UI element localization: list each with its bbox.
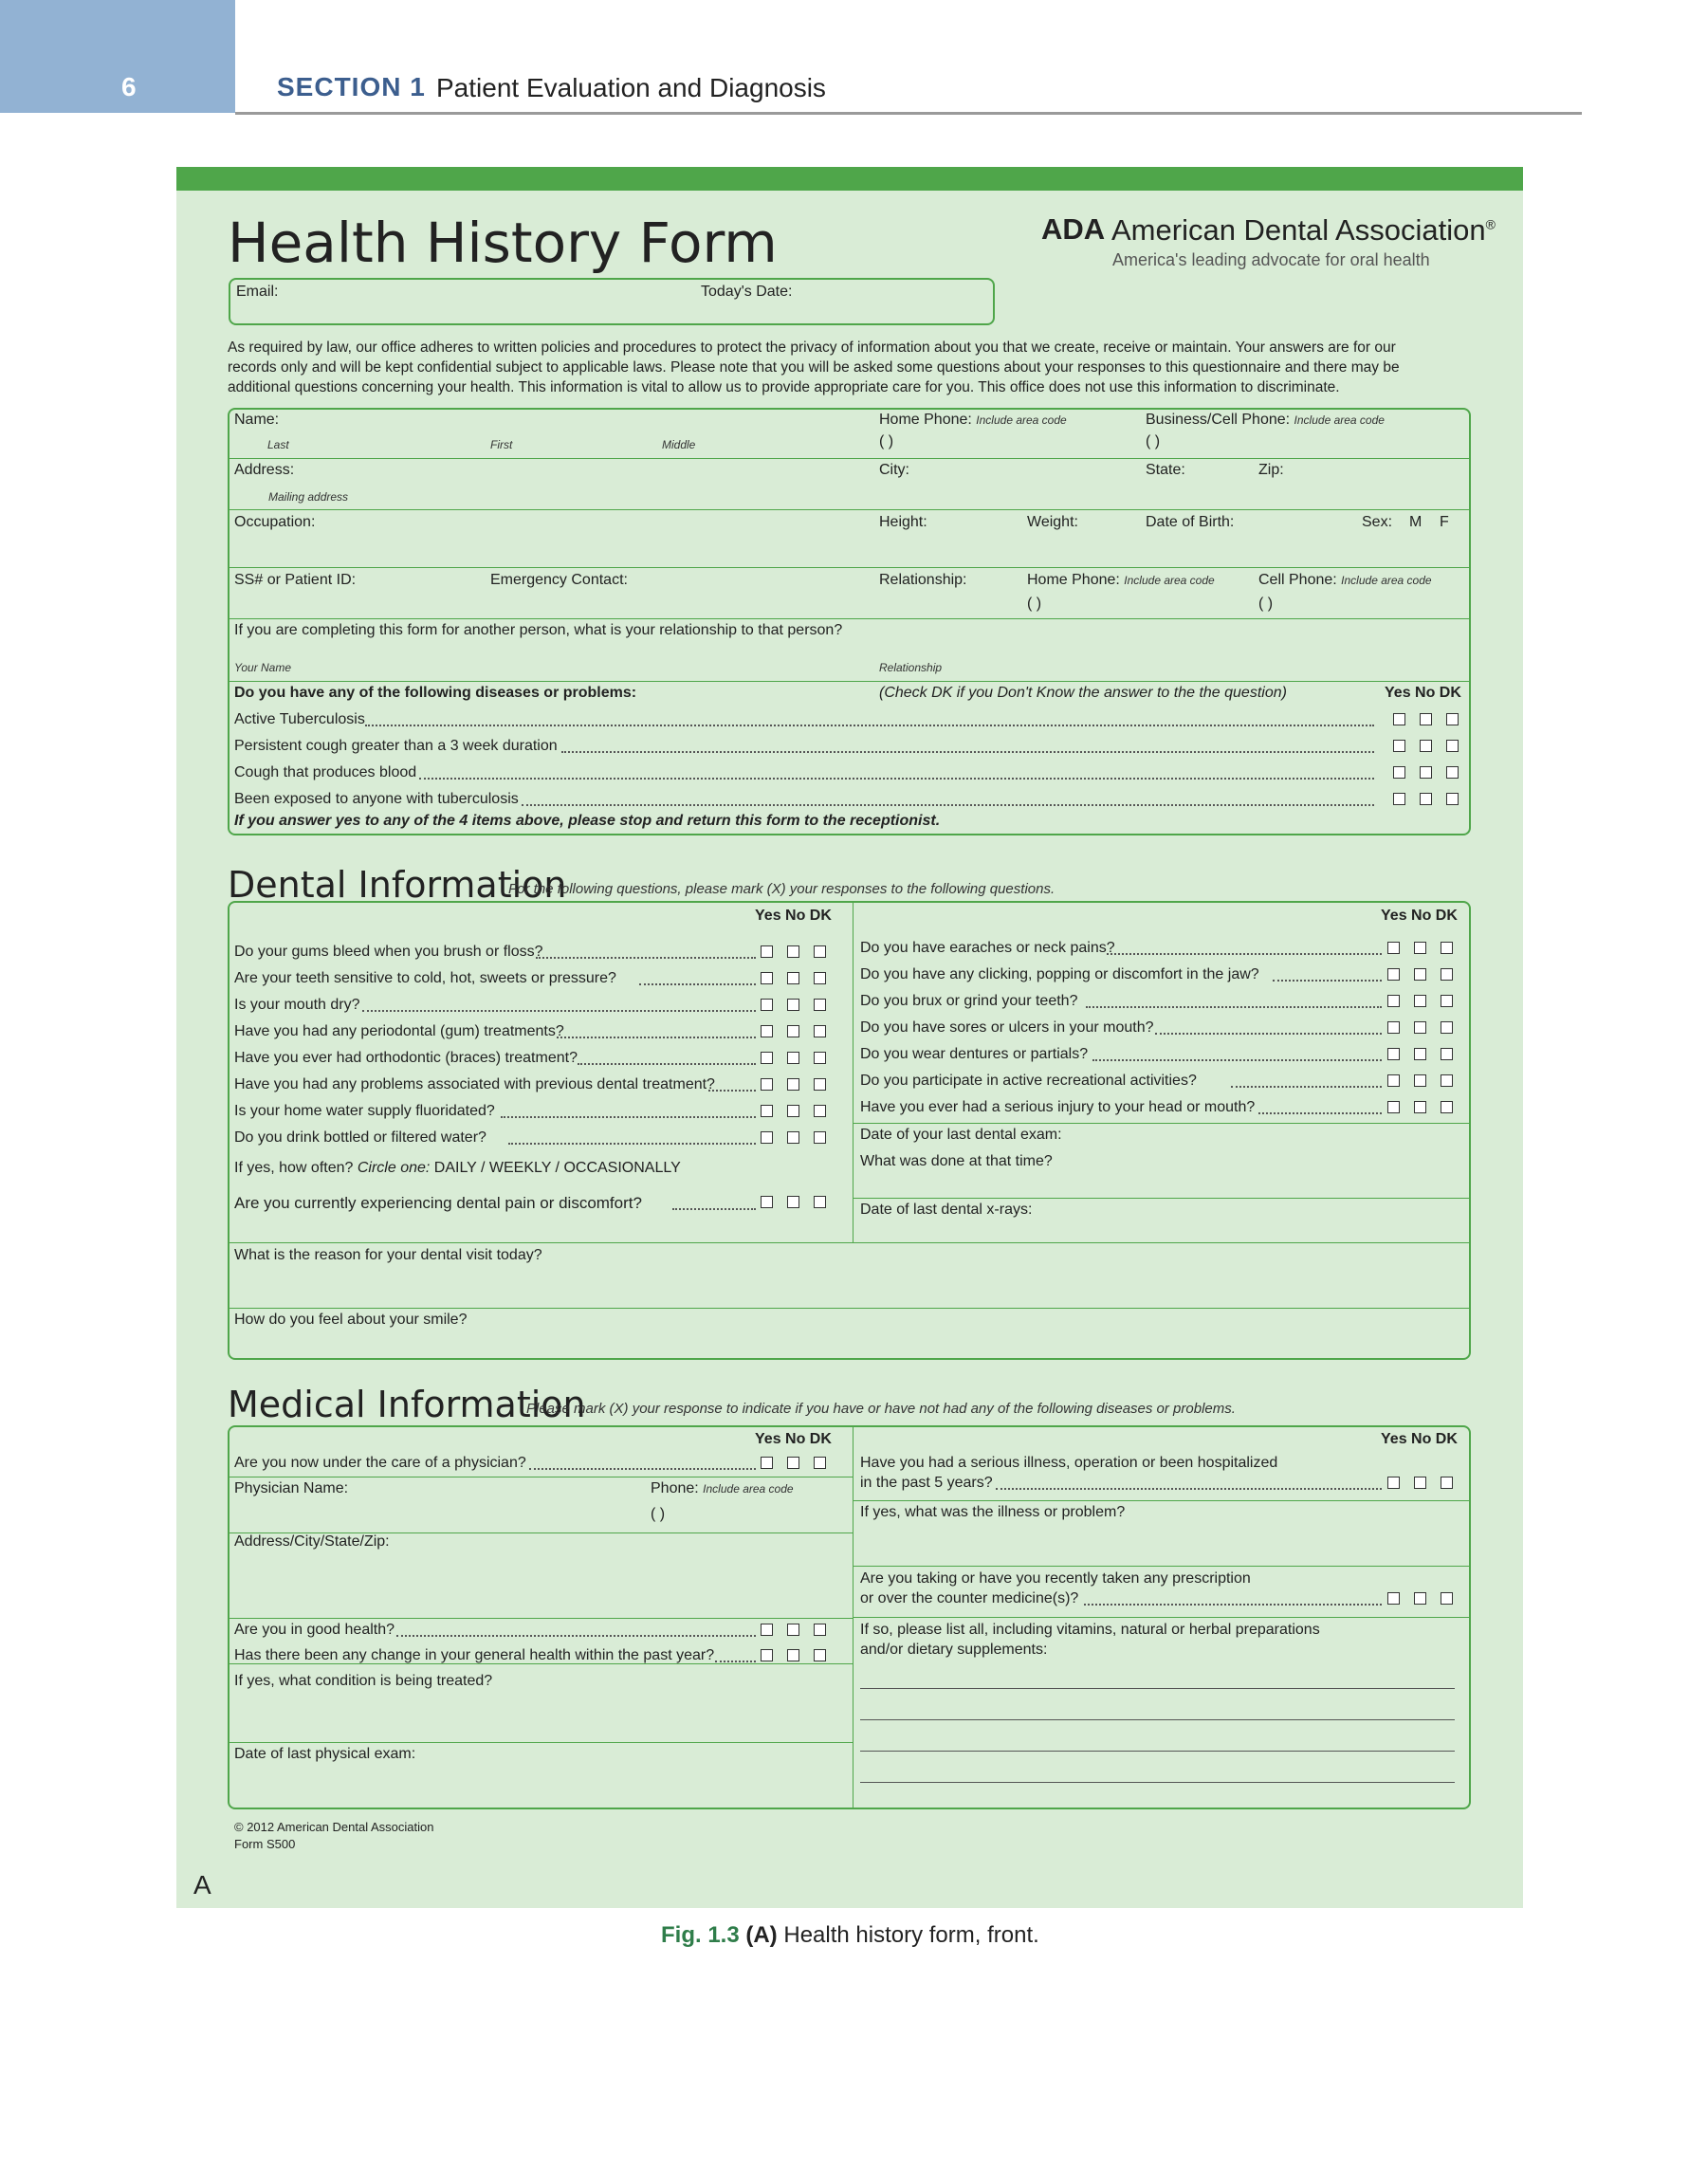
serious-illness-question-2: in the past 5 years? bbox=[860, 1475, 993, 1491]
ss-label[interactable]: SS# or Patient ID: bbox=[234, 572, 357, 588]
tb-item: Persistent cough greater than a 3 week duration bbox=[234, 738, 558, 754]
dk-checkbox[interactable] bbox=[1441, 1048, 1453, 1060]
no-checkbox[interactable] bbox=[1414, 995, 1426, 1007]
business-phone-paren: ( ) bbox=[1146, 433, 1161, 450]
no-checkbox[interactable] bbox=[787, 945, 799, 958]
yes-checkbox[interactable] bbox=[1387, 1074, 1400, 1087]
dk-checkbox[interactable] bbox=[814, 1025, 826, 1037]
dk-checkbox[interactable] bbox=[1441, 1477, 1453, 1489]
no-checkbox[interactable] bbox=[1414, 1592, 1426, 1605]
emergency-contact-label[interactable]: Emergency Contact: bbox=[490, 572, 628, 588]
no-checkbox[interactable] bbox=[787, 972, 799, 984]
home-phone-2-paren: ( ) bbox=[1027, 596, 1042, 612]
medical-info-title: Medical Information bbox=[228, 1384, 586, 1425]
good-health-question: Are you in good health? bbox=[234, 1622, 395, 1638]
dob-label[interactable]: Date of Birth: bbox=[1146, 514, 1235, 530]
dk-checkbox[interactable] bbox=[814, 1105, 826, 1117]
dental-question: Are your teeth sensitive to cold, hot, sweets or pressure? bbox=[234, 970, 616, 986]
yes-checkbox[interactable] bbox=[761, 1649, 773, 1661]
no-checkbox[interactable] bbox=[1414, 942, 1426, 954]
dk-checkbox[interactable] bbox=[814, 1624, 826, 1636]
copyright: © 2012 American Dental Association bbox=[234, 1820, 434, 1834]
leader-dots bbox=[508, 1143, 756, 1145]
first-label: First bbox=[490, 438, 513, 451]
leader-dots bbox=[1155, 1033, 1382, 1035]
what-was-done-label[interactable]: What was done at that time? bbox=[860, 1153, 1053, 1169]
occupation-label[interactable]: Occupation: bbox=[234, 514, 316, 530]
dental-right-ynd-header: Yes No DK bbox=[1381, 908, 1458, 924]
date-label: Today's Date: bbox=[701, 284, 793, 300]
no-checkbox[interactable] bbox=[1414, 1021, 1426, 1034]
leader-dots bbox=[708, 1090, 756, 1092]
no-checkbox[interactable] bbox=[787, 1025, 799, 1037]
yes-checkbox[interactable] bbox=[1393, 713, 1405, 725]
sex-m-option[interactable]: M bbox=[1409, 514, 1422, 530]
no-checkbox[interactable] bbox=[787, 1624, 799, 1636]
physician-phone-label[interactable]: Phone: Include area code bbox=[651, 1480, 794, 1496]
yes-checkbox[interactable] bbox=[761, 1457, 773, 1469]
home-phone-label[interactable]: Home Phone: Include area code bbox=[879, 412, 1067, 428]
yes-checkbox[interactable] bbox=[761, 945, 773, 958]
mailing-address-label: Mailing address bbox=[268, 490, 349, 504]
leader-dots bbox=[1086, 1006, 1382, 1008]
dk-checkbox[interactable] bbox=[814, 999, 826, 1011]
physician-care-question: Are you now under the care of a physician? bbox=[234, 1455, 526, 1471]
email-date-box[interactable] bbox=[229, 278, 995, 325]
dental-left-ynd-header: Yes No DK bbox=[755, 908, 832, 924]
tb-heading: Do you have any of the following diseases or problems: bbox=[234, 685, 637, 701]
yes-checkbox[interactable] bbox=[1387, 942, 1400, 954]
dental-question: Is your home water supply fluoridated? bbox=[234, 1103, 495, 1119]
dk-checkbox[interactable] bbox=[1446, 713, 1459, 725]
medication-line[interactable] bbox=[860, 1688, 1455, 1689]
physician-address-label[interactable]: Address/City/State/Zip: bbox=[234, 1533, 390, 1550]
medication-line[interactable] bbox=[860, 1782, 1455, 1783]
no-checkbox[interactable] bbox=[787, 1457, 799, 1469]
medication-list-label: If so, please list all, including vitamins, natural or herbal preparations bbox=[860, 1622, 1320, 1638]
address-label[interactable]: Address: bbox=[234, 462, 295, 478]
no-checkbox[interactable] bbox=[787, 1649, 799, 1661]
page-number: 6 bbox=[121, 72, 137, 101]
yes-checkbox[interactable] bbox=[761, 1025, 773, 1037]
yes-checkbox[interactable] bbox=[761, 1105, 773, 1117]
dk-checkbox[interactable] bbox=[814, 1196, 826, 1208]
medication-list-label-2: and/or dietary supplements: bbox=[860, 1642, 1048, 1658]
medication-line[interactable] bbox=[860, 1751, 1455, 1752]
privacy-line: records only and will be kept confidential subject to applicable laws. Please note that you will be asked some questions about your responses to this questionnaire and there may be bbox=[228, 359, 1400, 376]
dental-question: Do you drink bottled or filtered water? bbox=[234, 1129, 486, 1146]
leader-dots bbox=[557, 1037, 756, 1038]
ada-logo-name: American Dental Association® bbox=[1111, 213, 1496, 247]
relationship-small-label[interactable]: Relationship bbox=[879, 661, 943, 674]
yes-checkbox[interactable] bbox=[1387, 1021, 1400, 1034]
dental-pain-question: Are you currently experiencing dental pain or discomfort? bbox=[234, 1194, 642, 1212]
yes-checkbox[interactable] bbox=[761, 1196, 773, 1208]
dental-question: Do your gums bleed when you brush or floss? bbox=[234, 944, 543, 960]
no-checkbox[interactable] bbox=[787, 1196, 799, 1208]
figure-caption: Fig. 1.3 (A) Health history form, front. bbox=[661, 1922, 1039, 1948]
form-number: Form S500 bbox=[234, 1837, 296, 1851]
dental-question: Do you participate in active recreational activities? bbox=[860, 1073, 1197, 1089]
dental-question: Do you have any clicking, popping or discomfort in the jaw? bbox=[860, 966, 1259, 982]
yes-checkbox[interactable] bbox=[1393, 766, 1405, 779]
dk-checkbox[interactable] bbox=[1441, 1074, 1453, 1087]
no-checkbox[interactable] bbox=[1414, 1048, 1426, 1060]
name-label[interactable]: Name: bbox=[234, 412, 280, 428]
yes-checkbox[interactable] bbox=[1387, 1477, 1400, 1489]
dk-checkbox[interactable] bbox=[1441, 1592, 1453, 1605]
no-checkbox[interactable] bbox=[1420, 766, 1432, 779]
dk-checkbox[interactable] bbox=[1441, 968, 1453, 981]
no-checkbox[interactable] bbox=[1420, 740, 1432, 752]
dk-checkbox[interactable] bbox=[814, 1052, 826, 1064]
ada-tagline: America's leading advocate for oral health bbox=[1112, 250, 1430, 269]
ada-logo-mark: ADA bbox=[1041, 212, 1106, 246]
sex-f-option[interactable]: F bbox=[1440, 514, 1449, 530]
yes-checkbox[interactable] bbox=[1393, 793, 1405, 805]
middle-label: Middle bbox=[662, 438, 696, 451]
no-checkbox[interactable] bbox=[787, 999, 799, 1011]
form-top-bar bbox=[176, 167, 1523, 191]
section-title: Patient Evaluation and Diagnosis bbox=[436, 73, 826, 102]
dk-checkbox[interactable] bbox=[1446, 766, 1459, 779]
tb-item: Cough that produces blood bbox=[234, 764, 417, 780]
dental-question: Have you ever had a serious injury to your head or mouth? bbox=[860, 1099, 1256, 1115]
dental-question: Have you ever had orthodontic (braces) treatment? bbox=[234, 1050, 578, 1066]
yes-checkbox[interactable] bbox=[1393, 740, 1405, 752]
leader-dots bbox=[1231, 1086, 1382, 1088]
yes-checkbox[interactable] bbox=[761, 1078, 773, 1091]
medication-line[interactable] bbox=[860, 1719, 1455, 1720]
dental-question: Have you had any problems associated with previous dental treatment? bbox=[234, 1076, 715, 1092]
home-phone-paren: ( ) bbox=[879, 433, 894, 450]
yes-checkbox[interactable] bbox=[761, 1624, 773, 1636]
physician-phone-paren: ( ) bbox=[651, 1506, 666, 1522]
header-rule bbox=[235, 112, 1582, 115]
email-label: Email: bbox=[236, 284, 279, 300]
leader-dots bbox=[1107, 953, 1383, 955]
yes-checkbox[interactable] bbox=[761, 1131, 773, 1144]
privacy-line: additional questions concerning your health. This information is vital to allow us to provide appropriate care for you. This office does not use this information to discriminate. bbox=[228, 379, 1340, 395]
tb-warning: If you answer yes to any of the 4 items above, please stop and return this form to the receptionist. bbox=[234, 813, 941, 829]
tb-check-note: (Check DK if you Don't Know the answer to the the question) bbox=[879, 685, 1287, 701]
leader-dots bbox=[578, 1063, 756, 1065]
home-phone-2-label[interactable]: Home Phone: Include area code bbox=[1027, 572, 1215, 588]
medical-left-ynd-header: Yes No DK bbox=[755, 1431, 832, 1447]
dental-question: Do you wear dentures or partials? bbox=[860, 1046, 1089, 1062]
tb-ynd-header: Yes No DK bbox=[1385, 685, 1461, 701]
illness-label[interactable]: If yes, what was the illness or problem? bbox=[860, 1504, 1126, 1520]
business-phone-label[interactable]: Business/Cell Phone: Include area code bbox=[1146, 412, 1385, 428]
yes-checkbox[interactable] bbox=[1387, 995, 1400, 1007]
dk-checkbox[interactable] bbox=[814, 945, 826, 958]
yes-checkbox[interactable] bbox=[1387, 1048, 1400, 1060]
dk-checkbox[interactable] bbox=[1446, 740, 1459, 752]
yes-checkbox[interactable] bbox=[1387, 1592, 1400, 1605]
weight-label[interactable]: Weight: bbox=[1027, 514, 1078, 530]
leader-dots bbox=[1273, 980, 1382, 982]
dk-checkbox[interactable] bbox=[814, 972, 826, 984]
sex-label: Sex: bbox=[1362, 514, 1393, 530]
dental-info-title: Dental Information bbox=[228, 864, 567, 906]
dental-question: Do you have earaches or neck pains? bbox=[860, 940, 1115, 956]
how-often-question: If yes, how often? Circle one: DAILY / WEEKLY / OCCASIONALLY bbox=[234, 1160, 681, 1176]
state-label[interactable]: State: bbox=[1146, 462, 1185, 478]
yes-checkbox[interactable] bbox=[761, 999, 773, 1011]
tb-item: Been exposed to anyone with tuberculosis bbox=[234, 791, 519, 807]
smile-feeling-label[interactable]: How do you feel about your smile? bbox=[234, 1312, 468, 1328]
dk-checkbox[interactable] bbox=[814, 1457, 826, 1469]
leader-dots bbox=[639, 983, 756, 985]
form-title: Health History Form bbox=[228, 211, 778, 275]
yes-checkbox[interactable] bbox=[761, 1052, 773, 1064]
dental-question: Do you have sores or ulcers in your mouth? bbox=[860, 1019, 1154, 1036]
no-checkbox[interactable] bbox=[1414, 1477, 1426, 1489]
leader-dots bbox=[536, 957, 756, 959]
panel-label: A bbox=[193, 1870, 211, 1900]
no-checkbox[interactable] bbox=[1414, 1101, 1426, 1113]
medical-info-subtitle: Please mark (X) your response to indicate if you have or have not had any of the following diseases or problems. bbox=[526, 1401, 1236, 1417]
cell-phone-paren: ( ) bbox=[1258, 596, 1274, 612]
leader-dots bbox=[1092, 1059, 1382, 1061]
no-checkbox[interactable] bbox=[787, 1052, 799, 1064]
dk-checkbox[interactable] bbox=[1446, 793, 1459, 805]
page-number-tab bbox=[0, 0, 235, 113]
dk-checkbox[interactable] bbox=[814, 1649, 826, 1661]
dental-question: Do you brux or grind your teeth? bbox=[860, 993, 1078, 1009]
dk-checkbox[interactable] bbox=[1441, 1021, 1453, 1034]
yes-checkbox[interactable] bbox=[1387, 968, 1400, 981]
yes-checkbox[interactable] bbox=[1387, 1101, 1400, 1113]
prescription-question: Are you taking or have you recently taken any prescription bbox=[860, 1570, 1251, 1587]
last-physical-label[interactable]: Date of last physical exam: bbox=[234, 1746, 416, 1762]
leader-dots bbox=[362, 1010, 756, 1012]
dk-checkbox[interactable] bbox=[814, 1131, 826, 1144]
last-dental-exam-label[interactable]: Date of your last dental exam: bbox=[860, 1127, 1062, 1143]
no-checkbox[interactable] bbox=[1414, 968, 1426, 981]
dental-question: Is your mouth dry? bbox=[234, 997, 360, 1013]
zip-label[interactable]: Zip: bbox=[1258, 462, 1284, 478]
another-person-question: If you are completing this form for another person, what is your relationship to that person? bbox=[234, 622, 843, 638]
relationship-label[interactable]: Relationship: bbox=[879, 572, 967, 588]
tb-item: Active Tuberculosis bbox=[234, 711, 365, 727]
last-xrays-label[interactable]: Date of last dental x-rays: bbox=[860, 1202, 1033, 1218]
prescription-question-2: or over the counter medicine(s)? bbox=[860, 1590, 1079, 1606]
no-checkbox[interactable] bbox=[787, 1105, 799, 1117]
dk-checkbox[interactable] bbox=[1441, 995, 1453, 1007]
no-checkbox[interactable] bbox=[787, 1078, 799, 1091]
dk-checkbox[interactable] bbox=[1441, 942, 1453, 954]
serious-illness-question: Have you had a serious illness, operation or been hospitalized bbox=[860, 1455, 1278, 1471]
your-name-label[interactable]: Your Name bbox=[234, 661, 292, 674]
cell-phone-label[interactable]: Cell Phone: Include area code bbox=[1258, 572, 1432, 588]
visit-reason-label[interactable]: What is the reason for your dental visit today? bbox=[234, 1247, 542, 1263]
no-checkbox[interactable] bbox=[1420, 793, 1432, 805]
section-label: SECTION 1 bbox=[277, 72, 426, 101]
city-label[interactable]: City: bbox=[879, 462, 909, 478]
dental-question: Have you had any periodontal (gum) treatments? bbox=[234, 1023, 564, 1039]
yes-checkbox[interactable] bbox=[761, 972, 773, 984]
no-checkbox[interactable] bbox=[787, 1131, 799, 1144]
dk-checkbox[interactable] bbox=[1441, 1101, 1453, 1113]
no-checkbox[interactable] bbox=[1420, 713, 1432, 725]
no-checkbox[interactable] bbox=[1414, 1074, 1426, 1087]
privacy-line: As required by law, our office adheres to written policies and procedures to protect the privacy of information about you that we create, receive or maintain. Your answers are for our bbox=[228, 340, 1396, 356]
dental-info-subtitle: For the following questions, please mark (X) your responses to the following questions. bbox=[508, 881, 1055, 897]
last-label: Last bbox=[267, 438, 289, 451]
dk-checkbox[interactable] bbox=[814, 1078, 826, 1091]
medical-right-ynd-header: Yes No DK bbox=[1381, 1431, 1458, 1447]
physician-name-label[interactable]: Physician Name: bbox=[234, 1480, 349, 1496]
health-change-question: Has there been any change in your general health within the past year? bbox=[234, 1647, 715, 1663]
leader-dots bbox=[1258, 1112, 1382, 1114]
leader-dots bbox=[501, 1116, 756, 1118]
condition-treated-label[interactable]: If yes, what condition is being treated? bbox=[234, 1673, 493, 1689]
height-label[interactable]: Height: bbox=[879, 514, 927, 530]
